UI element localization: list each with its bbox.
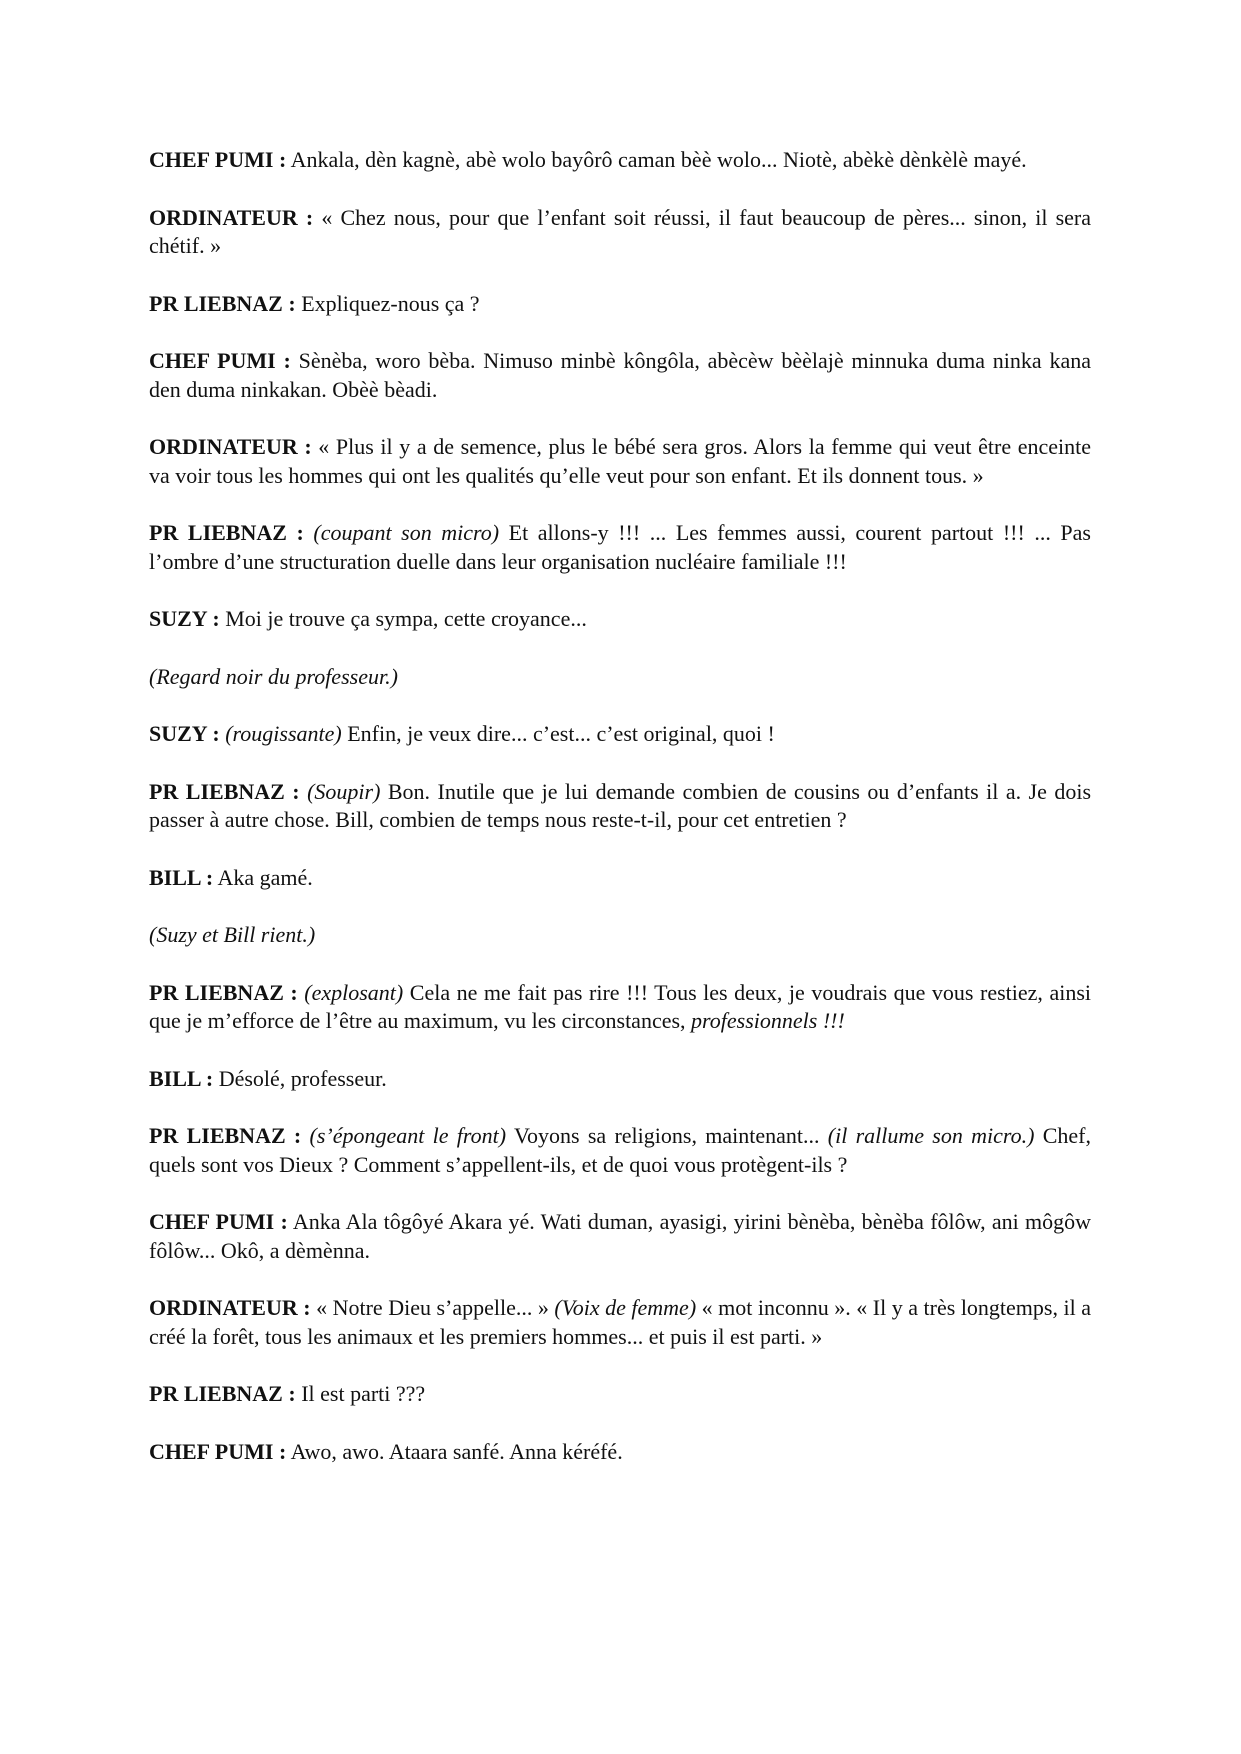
speaker-name: PR LIEBNAZ :: [149, 1123, 302, 1148]
dialogue-line: [149, 146, 1091, 175]
dialogue-line: [149, 1294, 1091, 1351]
stage-direction-text: (coupant son micro): [313, 520, 500, 545]
dialogue-line: [149, 1438, 1091, 1467]
speaker-name: PR LIEBNAZ :: [149, 778, 300, 804]
speaker-name: BILL :: [149, 864, 214, 890]
dialogue-text: Voyons sa religions, maintenant...: [506, 1123, 828, 1148]
dialogue-text: « Plus il y a de semence, plus le bébé sera gros. Alors la femme qui veut être enceinte va voir tous les hommes qui ont les qualités qu’elle veut pour son enfant. Et ils donnent tous. »: [149, 434, 1091, 488]
stage-direction-text: professionnels !!!: [691, 1008, 845, 1033]
dialogue-text: « Notre Dieu s’appelle... »: [316, 1295, 555, 1320]
dialogue-line: [149, 1380, 1091, 1409]
speaker-name: CHEF PUMI :: [149, 1438, 287, 1464]
stage-direction-text: (Suzy et Bill rient.): [149, 922, 316, 947]
speaker-name: CHEF PUMI :: [149, 1209, 288, 1234]
script-body: [149, 146, 1091, 1466]
speaker-name: ORDINATEUR :: [149, 204, 314, 230]
stage-direction-text: (rougissante): [225, 721, 342, 746]
stage-direction-text: (il rallume son micro.): [827, 1123, 1035, 1148]
speaker-name: BILL :: [149, 1065, 214, 1091]
dialogue-text: Chef, quels sont vos Dieux ? Comment s’appellent-ils, et de quoi vous protègent-ils ?: [149, 1123, 1092, 1177]
stage-direction-text: (s’épongeant le front): [309, 1123, 507, 1148]
dialogue-text: Ankala, dèn kagnè, abè wolo bayôrô caman bèè wolo... Niotè, abèkè dènkèlè mayé.: [290, 147, 1027, 172]
speaker-name: SUZY :: [149, 721, 220, 746]
dialogue-text: « Chez nous, pour que l’enfant soit réussi, il faut beaucoup de pères... sinon, il sera chétif. »: [149, 204, 1092, 258]
speaker-name: SUZY :: [149, 606, 220, 631]
dialogue-text: Et allons-y !!! ... Les femmes aussi, courent partout !!! ... Pas l’ombre d’une structuration duelle dans leur organisation nucléaire familiale !!!: [149, 520, 1091, 574]
stage-direction-text: (Regard noir du professeur.): [149, 663, 398, 689]
stage-direction-text: (Soupir): [307, 778, 381, 804]
speaker-name: PR LIEBNAZ :: [149, 979, 298, 1005]
dialogue-line: [149, 979, 1091, 1036]
dialogue-text: Aka gamé.: [217, 864, 313, 890]
dialogue-text: « mot inconnu ». « Il y a très longtemps, il a créé la forêt, tous les animaux et les premiers hommes... et puis il est parti. »: [149, 1295, 1091, 1349]
dialogue-line: [149, 519, 1091, 576]
dialogue-line: [149, 778, 1091, 835]
dialogue-text: Sènèba, woro bèba. Nimuso minbè kôngôla, abècèw bèèlajè minnuka duma ninka kana den duma ninkakan. Obèè bèadi.: [149, 348, 1091, 402]
dialogue-text: Désolé, professeur.: [218, 1065, 387, 1091]
dialogue-line: [149, 1122, 1091, 1179]
speaker-name: PR LIEBNAZ :: [149, 290, 296, 316]
dialogue-line: [149, 864, 1091, 893]
dialogue-text: Bon. Inutile que je lui demande combien de cousins ou d’enfants il a. Je dois passer à autre chose. Bill, combien de temps nous reste-t-il, pour cet entretien ?: [149, 778, 1092, 832]
dialogue-line: [149, 720, 1091, 749]
dialogue-line: [149, 1208, 1091, 1265]
stage-direction-text: (Voix de femme): [554, 1295, 697, 1320]
speaker-name: ORDINATEUR :: [149, 1295, 311, 1320]
stage-direction: [149, 663, 1091, 692]
dialogue-line: [149, 1065, 1091, 1094]
dialogue-line: [149, 433, 1091, 490]
dialogue-text: Enfin, je veux dire... c’est... c’est original, quoi !: [341, 721, 775, 746]
dialogue-line: [149, 290, 1091, 319]
dialogue-text: Cela ne me fait pas rire !!! Tous les deux, je voudrais que vous restiez, ainsi que je m’efforce de l’être au maximum, vu les circonstances,: [149, 979, 1091, 1033]
dialogue-text: Il est parti ???: [301, 1381, 426, 1406]
dialogue-line: [149, 204, 1091, 261]
dialogue-text: Awo, awo. Ataara sanfé. Anna kéréfé.: [290, 1438, 623, 1464]
speaker-name: CHEF PUMI :: [149, 147, 287, 172]
speaker-name: ORDINATEUR :: [149, 434, 312, 459]
speaker-name: PR LIEBNAZ :: [149, 520, 304, 545]
script-page: [149, 146, 1091, 1466]
speaker-name: CHEF PUMI :: [149, 348, 291, 373]
stage-direction: [149, 921, 1091, 950]
dialogue-text: Moi je trouve ça sympa, cette croyance...: [225, 606, 587, 631]
speaker-name: PR LIEBNAZ :: [149, 1381, 296, 1406]
stage-direction-text: (explosant): [304, 979, 404, 1005]
dialogue-text: Anka Ala tôgôyé Akara yé. Wati duman, ayasigi, yirini bènèba, bènèba fôlôw, ani môgôw fôlôw... Okô, a dèmènna.: [149, 1209, 1092, 1263]
dialogue-text: Expliquez-nous ça ?: [301, 290, 480, 316]
dialogue-line: [149, 347, 1091, 404]
dialogue-line: [149, 605, 1091, 634]
